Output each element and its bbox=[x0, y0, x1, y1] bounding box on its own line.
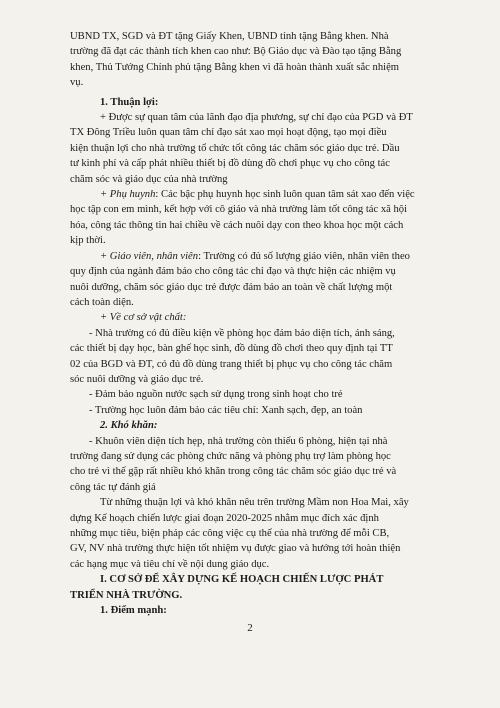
text-line: + Phụ huynh: Các bậc phụ huynh học sinh luôn quan tâm sát xao đến việc bbox=[100, 189, 415, 201]
text-line: cho trẻ vì thế gặp rất nhiều khó khăn trong công tác chăm sóc giáo dục trẻ và bbox=[70, 466, 397, 478]
text-line: các hạng mục và tiêu chí về nội dung giáo dục. bbox=[70, 558, 270, 570]
text-line: các thiết bị dạy học, bàn ghế học sinh, đồ dùng đồ chơi theo quy định tại TT bbox=[70, 343, 393, 355]
text-line: GV, NV nhà trường thực hiện tốt nhiệm vụ được giao và hướng tới hoàn thiện bbox=[70, 543, 401, 555]
section-heading-advantages: 1. Thuận lợi: bbox=[100, 96, 159, 108]
text-line: quy định của ngành đảm bảo cho công tác chỉ đạo và thực hiện các nhiệm vụ bbox=[70, 266, 396, 278]
text-line: Từ những thuận lợi và khó khăn nêu trên trường Mầm non Hoa Mai, xây bbox=[100, 497, 409, 509]
text-line: - Khuôn viên diện tích hẹp, nhà trường còn thiếu 6 phòng, hiện tại nhà bbox=[89, 435, 388, 447]
text-line: kiện thuận lợi cho nhà trường tổ chức tốt công tác chăm sóc giáo dục trẻ. Dầu bbox=[70, 142, 400, 154]
paragraph-parents bbox=[70, 187, 462, 249]
subheading-strengths: 1. Điểm mạnh: bbox=[100, 605, 167, 617]
paragraph-local-support bbox=[70, 110, 462, 187]
paragraph-facilities bbox=[70, 310, 462, 418]
text-line: những mục tiêu, biện pháp các công việc cụ thể của nhà trường để mỗi CB, bbox=[70, 528, 390, 539]
text-line: tư kinh phí và cấp phát nhiều thiết bị đồ dùng đồ chơi phục vụ cho công tác bbox=[70, 158, 390, 170]
text-line: trường đang sử dụng các phòng chức năng và phòng phụ trợ làm phòng học bbox=[70, 450, 391, 462]
text-line: học tập con em mình, kết hợp với cô giáo và nhà trường làm tốt công tác xã hội bbox=[70, 204, 408, 216]
text-line: - Nhà trường có đủ điều kiện về phòng học đảm bảo diện tích, ánh sáng, bbox=[89, 327, 395, 339]
text-line: trường đã đạt các thành tích khen cao như: Bộ Giáo dục và Đào tạo tặng Bằng bbox=[70, 46, 402, 58]
inline-label: + Phụ huynh bbox=[100, 189, 156, 201]
text-line: vụ. bbox=[70, 77, 84, 89]
section-heading-strategy-cont: TRIỂN NHÀ TRƯỜNG. bbox=[70, 589, 183, 601]
inline-label: + Giáo viên, nhân viên bbox=[100, 250, 199, 262]
text-line: sóc nuôi dưỡng và giáo dục trẻ. bbox=[70, 373, 204, 385]
section-heading-difficulties: 2. Khó khăn: bbox=[100, 420, 158, 432]
subheading-facilities: + Về cơ sở vật chất: bbox=[100, 312, 187, 324]
text-line: khen, Thủ Tướng Chính phủ tặng Bằng khen vì đã hoàn thành xuất sắc nhiệm bbox=[70, 61, 400, 73]
text-line: + Được sự quan tâm của lãnh đạo địa phương, sự chỉ đạo của PGD và ĐT bbox=[100, 112, 413, 124]
text-line: công tác tự đánh giá bbox=[70, 481, 156, 493]
text-line: - Đảm bảo nguồn nước sạch sử dụng trong sinh hoạt cho trẻ bbox=[89, 389, 343, 401]
text-line: UBND TX, SGD và ĐT tặng Giấy Khen, UBND tỉnh tặng Bằng khen. Nhà bbox=[70, 31, 389, 42]
text-line: TX Đông Triều luôn quan tâm chỉ đạo sát xao mọi hoạt động, tạo mọi điều bbox=[70, 127, 387, 139]
text-line: + Giáo viên, nhân viên: Trường có đủ số lượng giáo viên, nhân viên theo bbox=[100, 250, 410, 262]
paragraph-conclusion bbox=[70, 495, 462, 572]
page-number: 2 bbox=[247, 622, 253, 634]
text-line: - Trường học luôn đảm bảo các tiêu chí: Xanh sạch, đẹp, an toàn bbox=[89, 404, 363, 416]
section-heading-strategy: I. CƠ SỞ ĐỂ XÂY DỰNG KẾ HOẠCH CHIẾN LƯỢC PHÁT bbox=[100, 574, 384, 586]
text-line: hóa, công tác thông tin hai chiều về cách nuôi dạy con theo khoa học một cách bbox=[70, 219, 404, 231]
paragraph-teachers bbox=[70, 249, 462, 311]
paragraph-difficulties bbox=[70, 434, 462, 496]
text-line: 02 của BGD và ĐT, có đủ đồ dùng trang thiết bị phục vụ cho công tác chăm bbox=[70, 358, 393, 370]
text-line: dựng Kế hoạch chiến lược giai đoạn 2020-2025 nhằm mục đích xác định bbox=[70, 512, 379, 524]
text-line: nuôi dưỡng, chăm sóc giáo dục trẻ được đảm bảo an toàn về chất lượng một bbox=[70, 281, 393, 293]
text-line: kịp thời. bbox=[70, 235, 106, 247]
intro-paragraph bbox=[70, 29, 462, 91]
text-line: chăm sóc và giáo dục của nhà trường bbox=[70, 173, 228, 185]
text-line: cách toàn diện. bbox=[70, 296, 134, 308]
